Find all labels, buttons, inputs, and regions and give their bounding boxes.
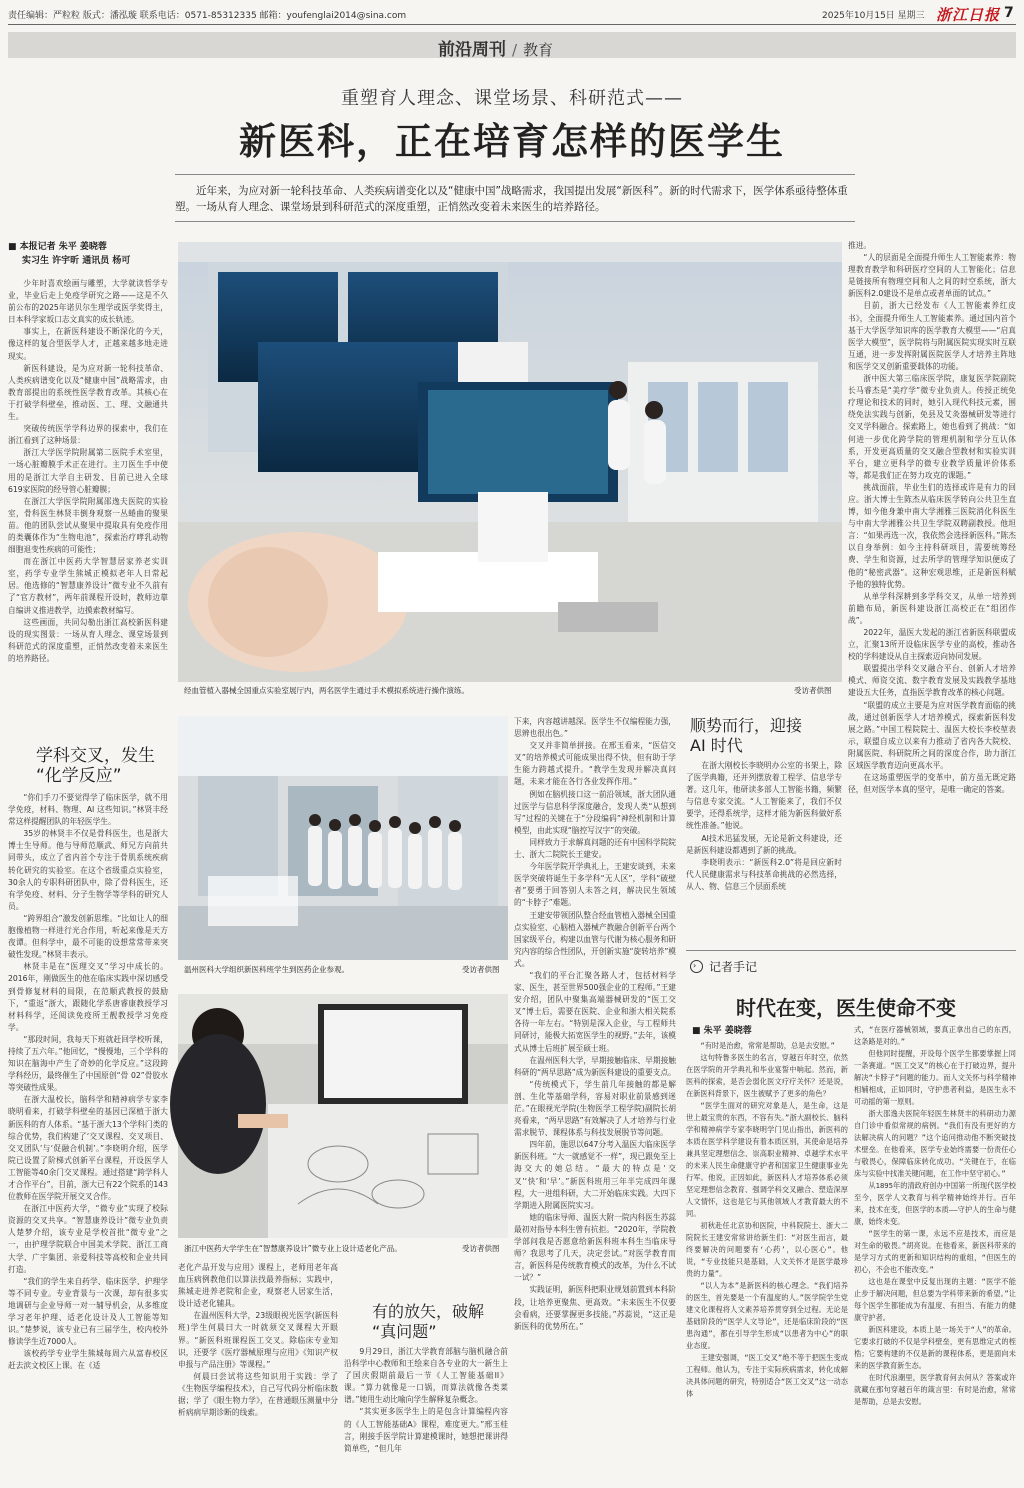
paragraph: 从1895年的清政府创办中国第一所现代医学校至今，医学人文教育与科学精神始终并行。百年来，技术在变，但医学的本质——守护人的生命与健康，始终未变。 (854, 1181, 1016, 1226)
main-photo-image (178, 242, 842, 682)
section3-heading (690, 716, 840, 756)
paragraph: 下来，内容越讲越深。医学生不仅编程能力强，思辨也很出色。” (514, 717, 676, 739)
paragraph: 新医科建设，本质上是一场关于“人”的革命。它要求打破的不仅是学科壁垒，更有思维定式的桎梏；它要构建的不仅是新的课程体系，更是面向未来的医学教育新生态。 (854, 1325, 1016, 1370)
section3-title-line2: AI 时代 (690, 736, 743, 755)
paragraph: 但他同时提醒，开设每个医学生都要掌握上同一条赛道。“医工交叉”的核心在于打破边界，提升解决“卡脖子”问题的能力。而人文关怀与科学精神相辅相成，正如同时，守护患者利益，是医生永不可动摇的第一原则。 (854, 1049, 1016, 1106)
column-section3 (686, 760, 842, 940)
column-intro (8, 278, 168, 710)
paragraph: 35岁的林贤丰不仅是骨科医生，也是浙大博士生导师。他与导师范顺武、师兄方向前共同带头，成立了省内首个专注于骨肌系统疾病转化研究的实验室。在这个省级重点实验室，30余人的专职科研团队中，除了骨科医生，还有学免疫、材料、分子生物学等学科的研究人员。 (8, 829, 168, 911)
low-photo-credit: 受访者供图 (462, 1244, 500, 1253)
paragraph: 浙江大学医学院附属第二医院手术室里，一场心脏瓣膜手术正在进行。主刀医生手中使用的是浙江大学自主研发、目前已进入全球619家医院的经导管心脏瓣膜； (8, 448, 168, 494)
section1-title-line1: 学科交叉，发生 (36, 746, 155, 766)
paragraph: 今年医学院开学典礼上，王建安谈到，未来医学突破将诞生于多学科“无人区”，学科“破壁者”要勇于回答别人未答之问，解决民生领域的“卡脖子”难题。 (514, 862, 676, 908)
section2-heading (372, 1302, 522, 1342)
paragraph: 四年前，施思以647分考入温医大临床医学新医科班。“大一就感觉不一样”，现已跟免至上海交大的她总结。“最大的特点是‘交叉’‘快’和‘早’。”新医科班用三年半完成四年课程，大一进组科研，大二开始临床实践。大四下学期进入附属医院实习。 (514, 1140, 676, 1210)
notes-column-b (854, 1024, 1016, 1482)
paragraph: 同样致力于求解真问题的还有中国科学院院士、浙大二院院长王建安。 (514, 837, 676, 860)
paragraph: 林贤丰是在“医理交叉”学习中成长的。2016年，刚做医生的他在临床实践中深切感受到骨修复材料的局限，在范顺武教授的鼓励下，“重返”浙大，跟随化学系唐睿康教授学习材料科学，还阅读免疫所王靓教授学习免疫学。 (8, 962, 168, 1032)
paragraph: 9月29日，浙江大学教育部脑与脑机融合前沿科学中心教师和王绘来自各专业的大一新生上了国庆假期前最后一节《人工智能基础II》课。“算力就像是一口锅，而算法就像各类菜谱。”她用生动比喻向学生解释复杂概念。 (344, 1347, 508, 1405)
page-number: 7 (1004, 5, 1014, 21)
paragraph: 王建安带领团队整合经血管植入器械全国重点实验室、心脑植入器械产教融合创新平台两个国家级平台，构建以血管与代谢为核心服务和研究内容的综合性团队，开创新实施“旋转培养”模式。 (514, 910, 676, 968)
low-photo-image (178, 994, 508, 1238)
paragraph: 在浙大刚校长李晓明办公室的书架上，除了医学典籍，还并列摆放着工程学、信息学专著。这几年，他研读多部人工智能书籍，频繁与信息专家交流。“人工智能来了，我们不仅要学，还得系统学，这样才能为新医科做好系统性准备。”他说。 (686, 761, 842, 831)
mid-photo-caption: 温州医科大学组织新医科班学生到医药企业参观。 (184, 965, 349, 974)
low-photo-caption: 浙江中医药大学学生在“智慧康养设计”微专业上设计适老化产品。 (184, 1244, 402, 1253)
lead-box (175, 174, 855, 222)
newspaper-logo: 浙江日报 (936, 6, 1001, 24)
paragraph: 联盟提出学科交叉融合平台、创新人才培养模式、师资交流、数字教育发展及实践教学基地建设五大任务，直指医学教育改革的核心问题。 (848, 664, 1016, 698)
paragraph: 这些画面，共同勾勒出浙江高校新医科建设的现实图景：一场从育人理念、课堂场景到科研范式的深度重塑，正悄然改变着未来医生的培养路径。 (8, 617, 168, 663)
paragraph: 王建安强调，“医工交叉”绝不等于把医生变成工程师。他认为，专注于实际疾病需求，转化成解决具体问题的研究，特别适合“医工交叉”这一动态体 (686, 1353, 848, 1398)
paragraph: 何晨曰尝试将这些知识用于实践：学了《生物医学编程技术》，自己写代码分析临床数据；学了《眼生物力学》，在普通眼压测量中分析病病早期诊断的线索。 (178, 1371, 338, 1418)
section-subname: 教育 (523, 41, 554, 59)
paragraph: “人的层面是全面提升师生人工智能素养：物理教育教学和科研医疗空间的人工智能化；信息是链接所有物理空间和人之间的时空系统，浙大新医科2.0建设不是单点或者单面的试点。” (848, 253, 1016, 299)
paragraph: 在温州医科大学，早期接触临床、早期接触科研的“两早思路”成为新医科建设的重要支点。 (514, 1055, 676, 1077)
paragraph: “跨界组合”激发创新思维。“比如让人的细胞像植物一样进行光合作用，听起来像是天方夜谭。但科学中，最不可能的设想常常带来突破性发现。”林贤丰表示。 (8, 913, 168, 960)
low-photo (178, 994, 508, 1238)
paragraph: 实践证明，新医科把职业规划前置到本科阶段，让培养更聚焦、更高效。“未来医生不仅要会看病，还要掌握更多技能。”苏蕊说，“这正是新医科的优势所在。” (514, 1285, 676, 1331)
paragraph: 目前，浙大已经发布《人工智能素养红皮书》，全面提升师生人工智能素养。通过国内首个基于大学医学知识库的医学教育大模型——“启真医学大模型”，医学院将与附属医院实现实时互联互通，进一步发挥附属医院医学人才培养主阵地和医学交叉创新重要载体的功能。 (848, 301, 1016, 371)
paragraph: 在这场重塑医学的变革中，前方虽无既定路径，但对医学本真的坚守，是唯一确定的答案。 (848, 773, 1016, 795)
main-photo-credit: 受访者供图 (794, 686, 832, 695)
headline-title: 新医科，正在培育怎样的医学生 (239, 120, 785, 163)
notes-byline: ■ 朱平 姜晓蓉 (692, 1026, 752, 1036)
paragraph: 在时代浪潮里，医学教育何去何从？答案或许就藏在那句穿越百年的箴言里：有时是治愈，常常是帮助，总是去安慰。 (854, 1373, 1016, 1406)
headline-kicker: 重塑育人理念、课堂场景、科研范式—— (341, 88, 683, 109)
section-separator: / (512, 41, 518, 59)
column-section2 (344, 1346, 508, 1482)
masthead-rule (8, 24, 1016, 25)
paragraph: “其实更多医学生上的是包含计算编程内容的《人工智能基础A》课程，难度更大。”邢玉桂言，刚接手医学院计算建模课时，她想把课讲得简单些，“但几年 (344, 1407, 508, 1453)
paragraph: “医学生的第一课，永远不应是技术，而应是对生命的敬畏。”胡亮说。在他看来，新医科带来的是学习方式的更新和知识结构的重组，“但医生的初心，不会也不能改变。” (854, 1229, 1016, 1274)
section1-heading (36, 746, 176, 786)
paragraph: 老化产品开发与应用》课程上，老师用老年高血压病例教他们以算法找最养指标；实践中，熊城走进养老院和企业，观察老人居家生活，设计适老化辅具。 (178, 1263, 338, 1309)
main-photo (178, 242, 842, 682)
paragraph: 式，“在医疗器械领域，要真正拿出自己的东西，这条路是对的。” (854, 1025, 1016, 1046)
paragraph: 她的临床导师、温医大附一院内科医生苏蕊最初对指导本科生曾有抗拒。“2020年，学院教学部问我是否愿意给新医科班本科生当临床导师？我思考了几天，决定尝试。”对医学教育而言，新医科是传统教育模式的改革，为什么不试一试？” (514, 1212, 676, 1283)
paragraph: 从单学科深耕到多学科交叉，从单一培养到前瞻布局，新医科建设浙江高校正在“组团作战”。 (848, 591, 1016, 625)
paragraph: 例如在脑机接口这一前沿领域，浙大团队通过医学与信息科学深度融合，发现人类“从想到写”过程的关键在于“分段编码”神经机制和计算模型，由此实现“脑控写汉字”的突破。 (514, 789, 676, 835)
notes-tag-icon: › (690, 960, 703, 973)
paragraph: 2022年，温医大发起的浙江省新医科联盟成立，汇聚13所开设临床医学专业的高校，推动各校的学科建设从自主探索迈向协同发展。 (848, 628, 1016, 662)
byline-line1: ■ 本报记者 朱平 姜晓蓉 (8, 242, 107, 252)
notes-column-a (686, 1040, 848, 1482)
paragraph: “联盟的成立主要是为应对医学教育面临的挑战，通过创新医学人才培养模式，探索新医科发展之路。”中国工程院院士、温医大校长李校堃表示，联盟自成立以来有力推动了省内各大院校、附属医院、科研院所之间的深度合作，助力浙江区域医学教育迈向更高水平。 (848, 700, 1016, 771)
notes-rule (686, 950, 1016, 951)
lead-text: 近年来，为应对新一轮科技革命、人类疾病谱变化以及“健康中国”战略需求，我国提出发展“新医科”。新的时代需求下，医学体系亟待整体重塑。一场从育人理念、课堂场景到科研范式的深度重塑，正悄然改变着未来医生的培养路径。 (175, 185, 848, 213)
paragraph: 而在浙江中医药大学智慧居家养老实训室，药学专业学生熊城正模拟老年人日常起居。他选修的“智慧康养设计”微专业不久前有了“官方教材”，两年前课程开设时，教师边靠自编讲义推进教学，边摸索教材编写。 (8, 557, 168, 615)
paragraph: “我们的平台汇聚各路人才，包括材料学家、医生，甚至世界500强企业的工程师。”王建安介绍，团队中聚集高端器械研发的“医工交叉”博士后，需要在医院、企业和浙大相关院系各待一年左右。“特别是深入企业，与工程师共同研讨，能极大拓宽医学生的视野。”去年，该模式从博士后班扩展至硕士班。 (514, 970, 676, 1053)
column-right-top (848, 240, 1016, 795)
column-section1 (8, 792, 168, 1482)
paragraph: 少年时喜欢绘画与雕塑，大学就读哲学专业，毕业后走上免疫学研究之路——这是不久前公布的2025年诺贝尔生理学或医学奖得主，日本科学家坂口志文真实的成长轨迹。 (8, 279, 168, 325)
paragraph: 在浙大温校长，脑科学和精神病学专家李晓明看来，打破学科壁垒的基因已深植于浙大新医科的育人体系。“基于浙大13个学科门类的综合优势，我们构建了‘交叉课程、交叉项目、交叉团队’与‘促融合机制’。”李晓明介绍，医学院已设置了阶梯式创新平台课程，开设医学人工智能等40余门交叉课程。通过搭建“跨学科人才合作平台”，目前，浙大已有22个院系的143位教师在医学院开展交叉合作。 (8, 1095, 168, 1202)
paragraph: 新医科建设，是为应对新一轮科技革命、人类疾病谱变化以及“健康中国”战略需求，由教育部提出的系统性医学教育改革。其核心在于打破学科壁垒，推动医、工、理、文融通共生。 (8, 363, 168, 422)
paragraph: 推进。 (848, 241, 872, 250)
paragraph: 该校药学专业学生熊城每周六从富春校区赶去滨文校区上课。在《适 (8, 1349, 168, 1371)
paragraph: 这也是在课堂中反复出现的主题：“医学不能止步于解决问题，但总要为学科带来新的希望。”让每个医学生都能成为有温度、有担当、有能力的健康守护者。 (854, 1277, 1016, 1322)
paragraph: 李晓明表示：“新医科2.0”将是回应新时代人民健康需求与科技革命挑战的必然选择，从人、物、信息三个层面系统 (686, 857, 842, 891)
paragraph: “以人为本”是新医科的核心理念。“我们培养的医生，首先要是一个有温度的人。”医学院学生党建文化课程将人文素养培养贯穿到全过程。无论是基础阶段的“医学人文导论”，还是临床阶段的“医患沟通”，都在引导学生形成“以患者为中心”的职业态度。 (686, 1281, 848, 1350)
mid-photo-image (178, 716, 508, 960)
section3-title-line1: 顺势而行，迎接 (690, 716, 803, 735)
paragraph: 事实上，在新医科建设不断深化的今天，像这样的复合型医学人才，正越来越多地走进现实。 (8, 327, 168, 361)
section2-title-line2: “真问题” (372, 1322, 437, 1341)
mid-photo-credit: 受访者供图 (462, 965, 500, 974)
notes-tag-label: 记者手记 (709, 960, 758, 974)
paragraph: 这句特鲁多医生的名言，穿越百年时空，依然在医学院的开学典礼和毕业宴誓中响起。然而，新医科的探索，是否会弱化医文疗疗关怀？还是说，在新医科背景下，医生被赋予了更多的角色？ (686, 1053, 848, 1098)
mid-photo (178, 716, 508, 960)
paragraph: “我们的学生来自药学、临床医学、护理学等不同专业。专业背景与一次课，却有很多实地调研与企业导师一对一辅导机会，从多维度学习老年护理、适老化设计及人工智能等知识。”楚梦说，该专业已有三届学生，校内校外修读学生近7000人。 (8, 1276, 168, 1347)
byline (8, 240, 130, 268)
paragraph: 突破传统医学学科边界的探索中，我们在浙江看到了这种场景： (8, 424, 168, 446)
section-title (438, 35, 553, 60)
paragraph: 挑战面前，毕业生们的选择或许是有力的回应。浙大博士生陈杰从临床医学转向公共卫生直博，如今他身兼中南大学湘雅三医院消化科医生与中南大学湘雅公共卫生学院双聘副教授。他坦言：“如果再选一次，我依然会选择新医科。”陈杰以自身举例：如今主持科研项目，需要统筹经费、学生和资源，过去所学的管理学知识便成了他的“秘密武器”。这种宏观思维，正是新医科赋予他的独特优势。 (848, 482, 1016, 589)
paragraph: 初秋赴任北京协和医院，中科院院士、浙大二院院长王建安常常讲给新生们：“对医生而言，最终要解决的问题要有‘心药’，以心医心”。他说，“专业技能只是基础，人文关怀才是医学最珍贵的力量”。 (686, 1221, 848, 1278)
paragraph: “有时是治愈，常常是帮助，总是去安慰。” (700, 1041, 835, 1050)
notes-tag (690, 958, 757, 975)
masthead-credits: 责任编辑：严粒粒 版式：潘泓璇 联系电话：0571-85312335 邮箱：youfenglai2014@sina.com (8, 11, 407, 21)
section1-title-line2: “化学反应” (36, 766, 122, 786)
paragraph: 在浙江中医药大学，“微专业”实现了校际资源的交叉共享。“智慧康养设计”微专业负责人楚梦介绍，该专业是学校首批“微专业”之一，由护理学院联合中国美术学院、浙江工商大学、广宇集团、亲爱科技等高校和企业共同打造。 (8, 1204, 168, 1274)
paragraph: “那段时间，我每天下班就赶回学校听课，持续了五六年。”他回忆，“慢慢地，三个学科的知识在脑海中产生了奇妙的化学反应。”这段跨学科经历，最终催生了中国原创“骨 02”骨胶水等突破性成果。 (8, 1034, 168, 1093)
paragraph: AI技术迅猛发展，无论是新文科建设，还是新医科建设都遇到了新的挑战。 (686, 833, 842, 855)
paragraph: “你们手刀不要觉得学了临床医学，就不用学免疫，材料、物理、AI 这些知识。”林贤丰经常这样提醒团队的年轻医学生。 (8, 793, 168, 827)
byline-line2: 实习生 许宇昕 通讯员 杨可 (22, 256, 131, 266)
paragraph: 浙中医大第三临床医学院，康复医学院副院长马睿杰是“美疗学”微专业负责人。传授正统免疗理论和技术的同时，她引入现代科技元素，围绕免法实践与创新，免县及艾灸器械研发等进行交叉学科融合。探索路上，她也看到了挑战：“如何进一步优化跨学院的管理机制和学分互认体系，开发更高质量的交叉融合型教材和实验实训平台，建立更科学的微专业教学质量评价体系等，都是我们正在努力攻克的课题。” (848, 374, 1016, 480)
main-photo-caption: 经血管植入器械全国重点实验室展厅内，两名医学生通过手术模拟系统进行操作演练。 (184, 686, 469, 695)
section2-title-line1: 有的放矢，破解 (372, 1302, 485, 1321)
column-bottom-mid (178, 1262, 338, 1482)
paragraph: “医学生面对的研究对象是人，是生命，这是世上最宝贵的东西，不容有失。”浙大副校长、脑科学和精神病学专家李晓明学门见山指出，新医科的本质在医学科学建设有着本质区别，其使命是培养兼具坚定理想信念、崇高职业精神、卓越学术水平的未来人民生命健康守护者和国家卫生健康事业先行军。他说，正因如此，新医科人才培养体系必须坚定理想信念教育、强调学科交叉融合、塑造深厚人文情怀，这也是它与其他领域人才教育最大的不同。 (686, 1101, 848, 1218)
column-center (514, 716, 676, 1482)
notes-title: 时代在变，医生使命不变 (736, 996, 956, 1020)
paragraph: 在浙江大学医学院附属邵逸夫医院的实验室，骨科医生林贤丰倒身观察一丛蜷曲的聚果苗。他的团队尝试从聚果中提取具有免疫作用的类囊体作为“生物电池”，探索治疗哮乳动物细胞退变性疾病的可能性； (8, 496, 168, 555)
paragraph: “传统模式下，学生前几年接触的都是解剖、生化等基础学科，容易对职业前景感到迷茫。”在眼视光学院(生物医学工程学院)副院长胡亮看来，“两早思路”有效解决了人才培养与行业需求脱节、课程体系与科技发展脱节等问题。 (514, 1079, 676, 1138)
paragraph: 浙大邵逸夫医院年轻医生林贤丰的科研动力源自门诊中看似常规的病例。“我们有没有更好的方法解决病人的问题？”这个追问推动他不断突破技术壁垒。在他看来，医学专业始终需要一份责任心与敬畏心，保障临床转化成功。“关键在于，在临床与实验中找准关键问题，在工作中坚守初心。” (854, 1109, 1016, 1178)
paragraph: 在温州医科大学，23级眼视光医学(新医科班)学生何晨曰大一时就须交叉课程大开眼界。“新医科班课程医工交叉。除临床专业知识，还要学《医疗器械原理与应用》《知识产权申报与产品注册》等课程。” (178, 1311, 338, 1369)
masthead-date: 2025年10月15日 星期三 (822, 11, 925, 21)
section-name: 前沿周刊 (438, 40, 506, 60)
paragraph: 交叉并非简单拼接。在邢玉看来，“医信交叉”的培养模式可能成果出得不快，但有助于学生能力跨越式提升。“教学生发现并解决真问题，未来才能在各行各业发挥作用。” (514, 741, 676, 787)
